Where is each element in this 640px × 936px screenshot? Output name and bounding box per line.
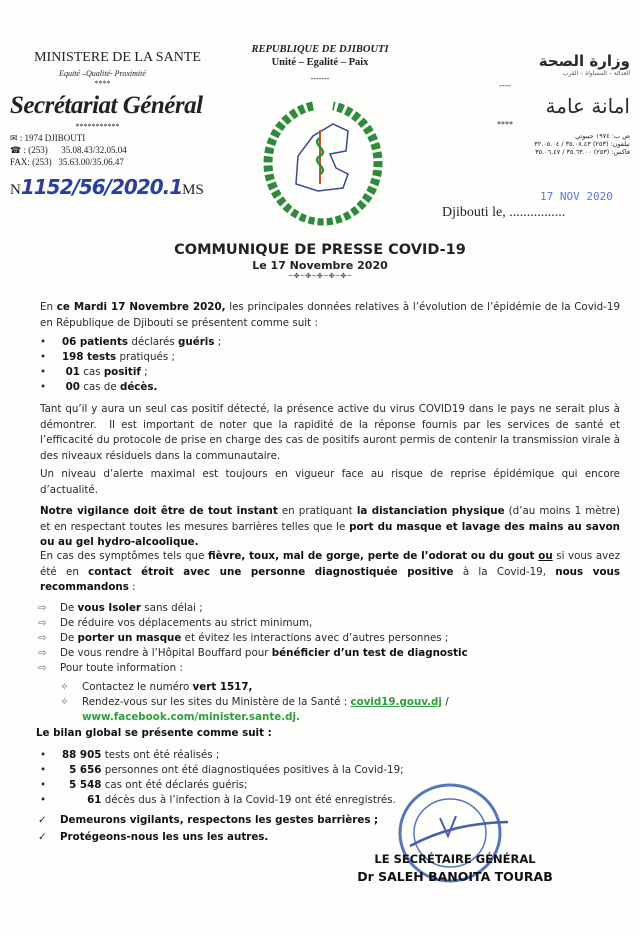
text-segment: si vous avez été en [40, 550, 624, 578]
closing-item [38, 829, 378, 846]
text-segment: port du masque et lavage des mains au savon ou au gel hydro-alcoolique. [40, 520, 624, 548]
list-item [40, 763, 600, 778]
stars: **** [497, 120, 513, 129]
center-header [225, 44, 415, 83]
text-segment: vous Isoler [77, 602, 142, 614]
text-segment: Rendez-vous sur les sites du Ministère de la Santé : [82, 696, 351, 708]
link[interactable]: covid19.gouv.dj [350, 696, 442, 708]
po-arabic: ص ب: ١٩٧٤ جيبوتي [575, 132, 630, 140]
text-segment: tests ont été réalisés ; [101, 749, 220, 761]
arrow-right-icon: ⇨ [38, 617, 47, 629]
paragraph-alert-level [40, 467, 624, 498]
text-segment: à la Covid-19, [453, 565, 556, 578]
ornament: ~✤~✤~✤~✤~✤~ [287, 272, 353, 280]
arrow-right-icon: ⇨ [38, 632, 47, 644]
text-segment: 5 656 [62, 764, 102, 776]
dashes: ---- [499, 81, 511, 90]
text-segment: sans délai ; [141, 602, 203, 614]
signatory-name: Dr SALEH BANOITA TOURAB [357, 869, 553, 884]
motto-arabic: العدالة – المساواة – القرب [562, 70, 630, 77]
page-title: COMMUNIQUE DE PRESSE COVID-19 [174, 242, 466, 258]
ministry-emblem-logo [258, 96, 388, 226]
text-segment: décès. [119, 381, 158, 393]
text-segment: et évitez les interactions avec d’autres personnes ; [181, 632, 449, 644]
text-segment: Pour toute information : [60, 662, 183, 674]
diamond-bullet-icon: ✧ [60, 681, 69, 693]
fax: FAX: (253) 35.63.00/35.06.47 [10, 157, 124, 167]
text-segment: Notre vigilance doit être de tout instant [40, 505, 278, 517]
secretariat-title: Secrétariat Général [10, 92, 203, 119]
text-segment: ; [214, 336, 222, 348]
list-item [38, 631, 598, 646]
text-segment: porter un masque [77, 632, 182, 644]
text-segment: : [128, 581, 136, 593]
global-figures-list [40, 748, 600, 808]
text-segment: nous vous recommandons [40, 565, 624, 593]
bullet-icon: • [40, 749, 47, 761]
paragraph-vigilance [40, 504, 624, 551]
text-segment: De [60, 632, 78, 644]
list-item [60, 680, 620, 695]
text-segment: Contactez le numéro [82, 681, 193, 693]
secretariat-arabic: امانة عامة [545, 94, 630, 118]
bullet-icon: • [40, 336, 47, 348]
text-segment: En cas des symptômes tels que [40, 550, 208, 562]
text-segment: décès dus à l’infection à la Covid-19 ont été enregistrés. [101, 794, 396, 806]
arrow-right-icon: ⇨ [38, 662, 47, 674]
text-segment: 61 [62, 794, 102, 806]
arrow-right-icon: ⇨ [38, 647, 47, 659]
text-segment: ou [538, 550, 553, 562]
list-item [38, 646, 598, 661]
list-item [40, 778, 600, 793]
bullet-icon: • [40, 381, 47, 393]
phone: ☎ : (253) 35.08.43/32.05.04 [10, 145, 127, 155]
list-item [40, 793, 600, 808]
release-date: Le 17 Novembre 2020 [252, 259, 388, 272]
text-segment: positif [103, 366, 141, 378]
check-icon: ✓ [38, 831, 47, 843]
text-segment: déclarés [128, 336, 179, 348]
list-item [60, 695, 620, 710]
paragraph-symptoms [40, 549, 624, 596]
phone-arabic: تيلفون: (٢٥٣) ٣٥.٠٨.٤٣ / ٣٢.٠٥.٠٤ [534, 140, 630, 148]
text-segment: 88 905 [62, 749, 102, 761]
info-list [60, 680, 620, 725]
fax-arabic: فاكس: (٢٥٣) ٣٥.٦٣.٠٠ / ٣٥.٠٦.٤٧ [535, 148, 630, 156]
signature-block [330, 852, 580, 884]
ministry-motto: Equité –Qualité- Proximité [59, 69, 146, 78]
text-segment: cas ont été déclarés guéris; [101, 779, 248, 791]
bullet-icon: • [40, 794, 47, 806]
text-segment: 06 patients [62, 336, 129, 348]
ministry-name-arabic: وزارة الصحة [538, 52, 630, 70]
right-header [440, 52, 630, 156]
dashes: *********** [75, 122, 120, 131]
bilan-heading: Le bilan global se présente comme suit : [36, 727, 272, 739]
closing-item [38, 812, 378, 829]
ref-handwritten: 1152/56/2020.1 [20, 175, 183, 199]
press-release-title-block [0, 242, 640, 280]
left-header [10, 50, 225, 199]
text-segment: 198 tests [62, 351, 117, 363]
ref-prefix: N [10, 182, 21, 198]
closing-list [38, 812, 378, 846]
list-item [40, 335, 600, 350]
text-segment: / [441, 696, 449, 708]
list-item [40, 350, 600, 365]
text-segment: (d’au moins 1 mètre) et en respectant toutes les mesures barrières telles que le [40, 505, 624, 533]
text-segment: De [60, 602, 78, 614]
text-segment: Tant qu’il y aura un seul cas positif détecté, la présence active du virus COVID19 dans le pays ne serait plus à démontrer. Il est important de noter que la rapidité de la réponse fournis par les services de santé et l’efficacité du protocole de prise en charge des cas de positifs auront permis de contenir la transmission virale à des niveaux résiduels dans la communautaire. [40, 403, 624, 462]
po-box: ✉ : 1974 DJIBOUTI [10, 133, 86, 143]
place-date: Djibouti le, ................ [442, 205, 566, 220]
list-item [38, 661, 598, 676]
daily-figures-list [40, 335, 600, 395]
text-segment: ce Mardi 17 Novembre 2020, [56, 301, 226, 313]
text-segment: fièvre, toux, mal de gorge, perte de l’odorat ou du gout [207, 550, 539, 562]
bullet-icon: • [40, 764, 47, 776]
ministry-name: MINISTERE DE LA SANTE [34, 50, 201, 65]
diamond-bullet-icon: ✧ [60, 696, 69, 708]
bullet-icon: • [40, 351, 47, 363]
list-item [40, 365, 600, 380]
dashes: ------- [310, 74, 330, 83]
list-item [38, 616, 598, 631]
list-item [40, 748, 600, 763]
text-segment: 01 [62, 366, 80, 378]
text-segment: contact étroit avec une personne diagnostiquée positive [88, 565, 454, 578]
bullet-icon: • [40, 779, 47, 791]
reference-number [10, 175, 225, 199]
text-segment: vert 1517, [192, 681, 253, 693]
arrow-right-icon: ⇨ [38, 602, 47, 614]
ref-suffix: MS [182, 182, 204, 198]
text-segment: les principales données relatives à l’évolution de l’épidémie de la Covid-19 en République de Djibouti se présentent comme suit : [40, 301, 624, 329]
intro-paragraph [40, 300, 624, 331]
paragraph-active-virus [40, 402, 624, 464]
text-segment: 5 548 [62, 779, 102, 791]
text-segment: bénéficier d’un test de diagnostic [271, 647, 468, 659]
text-segment: la distanciation physique [356, 505, 505, 517]
closing-text: Demeurons vigilants, respectons les gestes barrières ; [60, 814, 379, 826]
text-segment: 00 [62, 381, 80, 393]
text-segment: en pratiquant [277, 505, 357, 517]
text-segment: De vous rendre à l’Hôpital Bouffard pour [60, 647, 272, 659]
stars: **** [94, 79, 111, 88]
republic-motto: Unité – Egalité – Paix [271, 57, 369, 68]
text-segment: guéris [178, 336, 215, 348]
text-segment: En [40, 301, 57, 313]
list-item [38, 601, 598, 616]
text-segment: cas [79, 366, 104, 378]
text-segment: Un niveau d’alerte maximal est toujours en vigueur face au risque de reprise épidémique qui encore d’actualité. [40, 468, 624, 496]
text-segment: De réduire vos déplacements au strict minimum, [60, 617, 313, 629]
text-segment: pratiqués ; [116, 351, 175, 363]
closing-text: Protégeons-nous les uns les autres. [60, 831, 269, 843]
bullet-icon: • [40, 366, 47, 378]
text-segment: personnes ont été diagnostiquées positives à la Covid-19; [101, 764, 404, 776]
recommendations-list [38, 601, 598, 676]
list-item [60, 710, 620, 725]
date-stamp: 17 NOV 2020 [540, 190, 613, 203]
republic-name: REPUBLIQUE DE DJIBOUTI [251, 44, 389, 55]
text-segment: ; [140, 366, 148, 378]
check-icon: ✓ [38, 814, 47, 826]
text-segment: cas de [79, 381, 120, 393]
link[interactable]: www.facebook.com/minister.sante.dj. [82, 711, 300, 723]
signatory-role: LE SECRÉTAIRE GÉNÉRAL [374, 852, 536, 866]
list-item [40, 380, 600, 395]
